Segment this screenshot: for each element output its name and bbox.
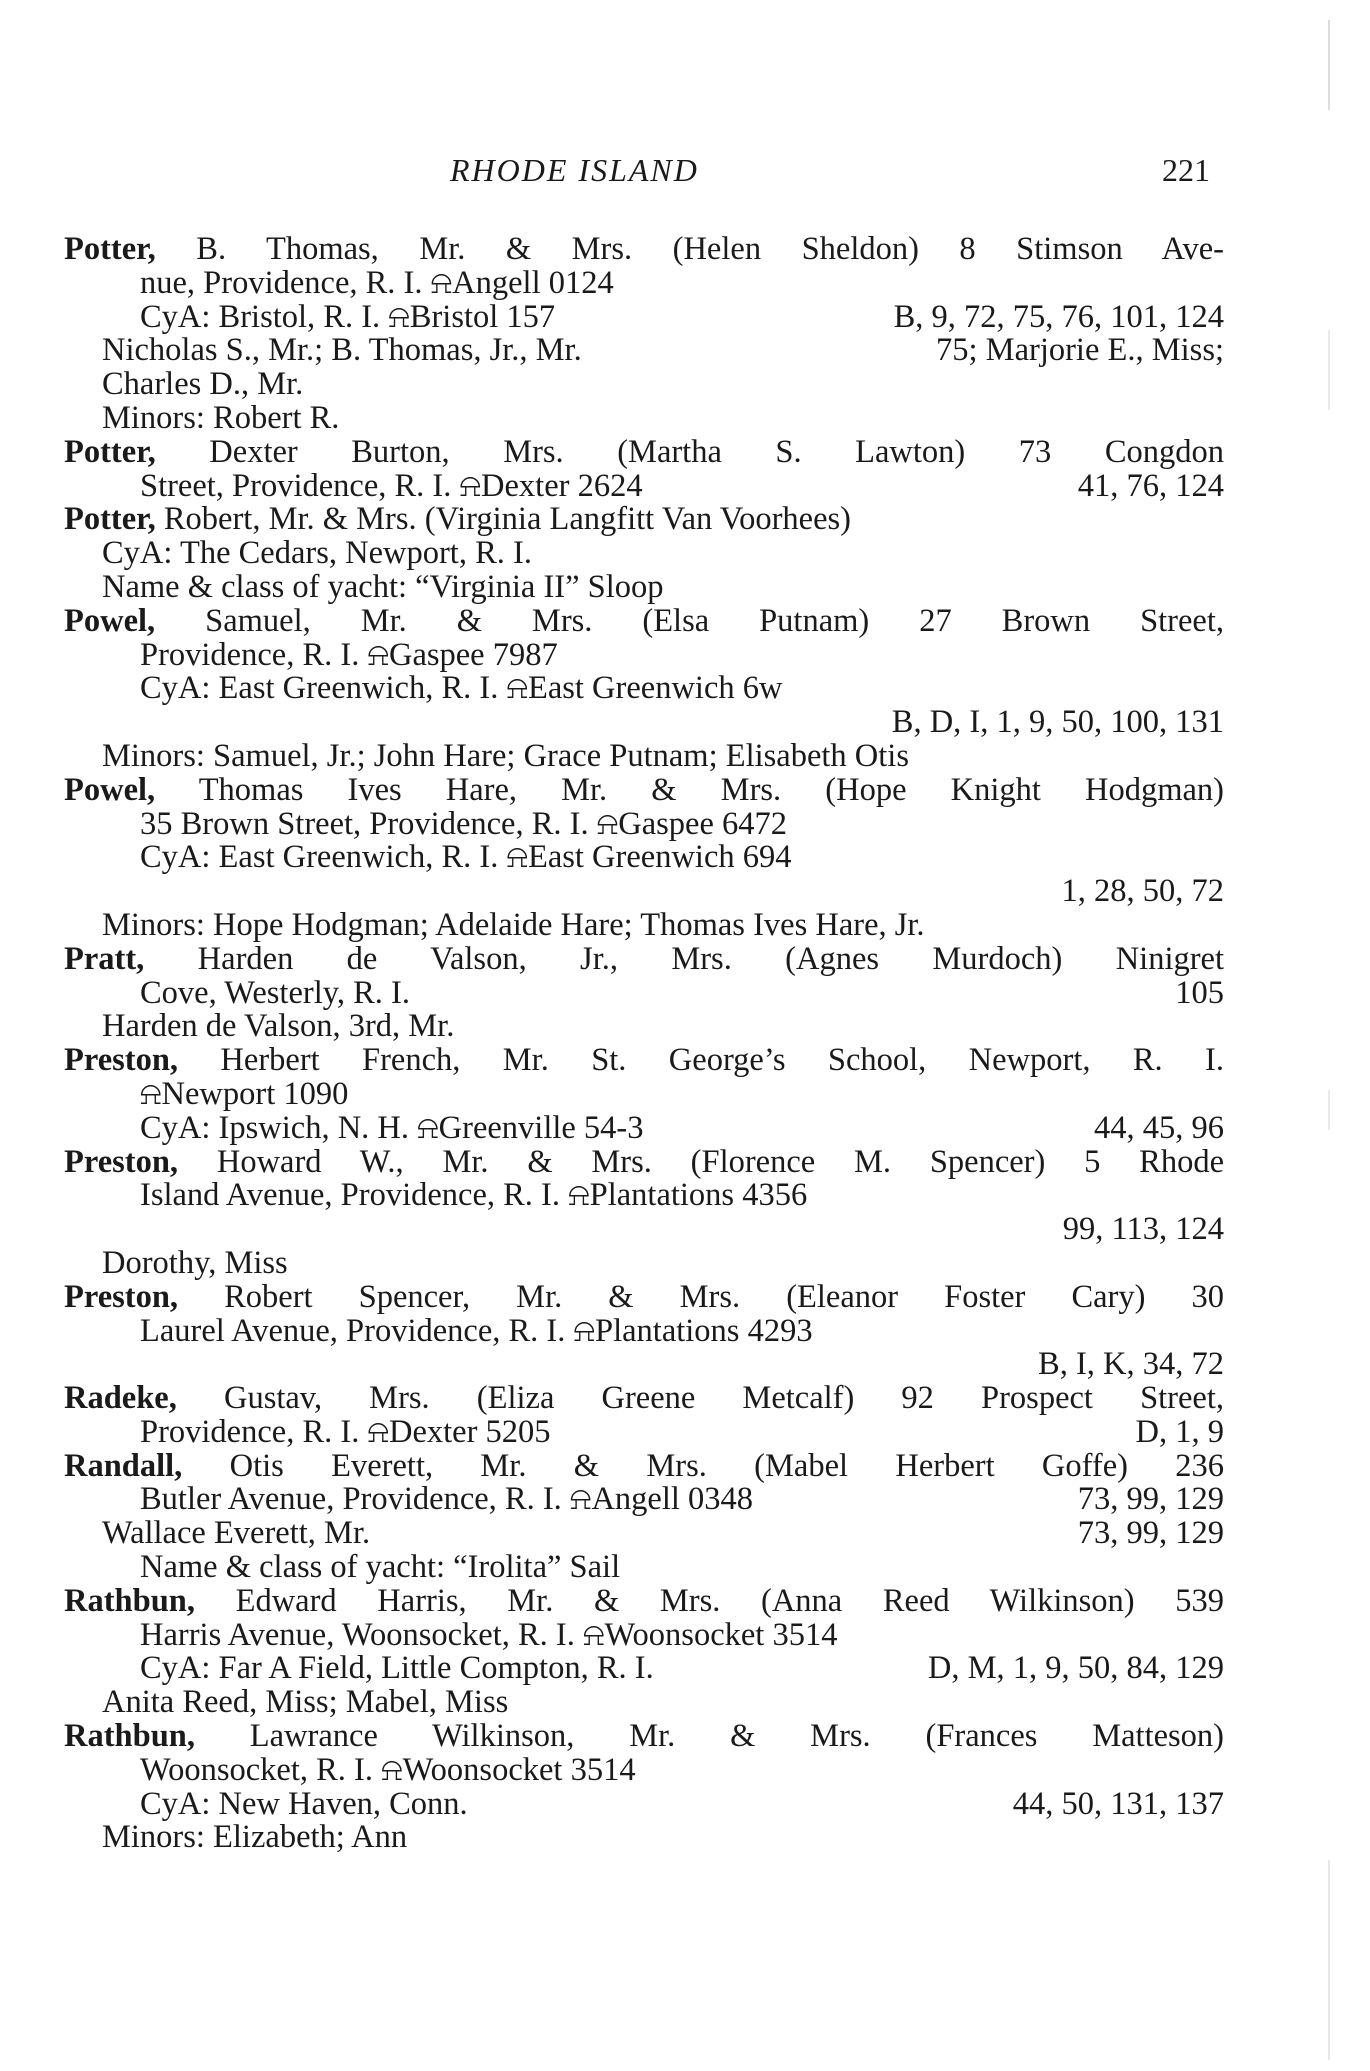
entry-surname: Preston, (64, 1145, 179, 1180)
entry-text: Anita Reed, Miss; Mabel, Miss (102, 1686, 509, 1721)
entry-codes: 41, 76, 124 (1077, 469, 1224, 504)
entry-text: Robert, Mr. & Mrs. (Virginia Langfitt Van Voorhees) (163, 503, 851, 538)
entry-text: Harden de Valson, Jr., Mrs. (Agnes Murdoch) Ninigret (197, 942, 1224, 977)
entry-line (64, 1788, 1224, 1822)
entry-line (64, 1315, 1224, 1349)
entry-text: Charles D., Mr. (102, 368, 304, 402)
entry-line (64, 1652, 1224, 1686)
entry-text: Samuel, Mr. & Mrs. (Elsa Putnam) 27 Brown Street, (205, 604, 1224, 639)
entry-text: Harris Avenue, Woonsocket, R. I. ⍾Woonsocket 3514 (140, 1618, 838, 1653)
entry-codes: B, I, K, 34, 72 (1038, 1348, 1224, 1383)
entry-line (64, 1720, 1224, 1754)
page-number: 221 (1162, 152, 1210, 188)
entry-line (64, 1483, 1224, 1517)
entry-codes: 44, 45, 96 (1094, 1111, 1224, 1146)
entry-surname: Rathbun, (64, 1720, 195, 1754)
entry-line (64, 1213, 1224, 1247)
entry-line (64, 808, 1224, 842)
entry-text: Woonsocket, R. I. ⍾Woonsocket 3514 (140, 1753, 636, 1788)
entry-text: Herbert French, Mr. St. George’s School, Newport, R. I. (220, 1044, 1224, 1078)
entry-text: CyA: East Greenwich, R. I. ⍾East Greenwich 6w (140, 672, 783, 707)
entry-text: Providence, R. I. ⍾Gaspee 7987 (140, 638, 558, 673)
entry-codes: 73, 99, 129 (1077, 1483, 1224, 1518)
scan-mark (1328, 1860, 1330, 2060)
entry-line (64, 233, 1224, 267)
scan-mark (1328, 330, 1330, 410)
scan-mark (1328, 1090, 1330, 1130)
entry-codes: 1, 28, 50, 72 (1061, 875, 1224, 909)
entry-text: Butler Avenue, Providence, R. I. ⍾Angell 0348 (140, 1483, 754, 1518)
entry-codes: 73, 99, 129 (1077, 1517, 1224, 1552)
entry-line (64, 1619, 1224, 1653)
entry-text: Dorothy, Miss (102, 1246, 288, 1281)
entry-text: Thomas Ives Hare, Mr. & Mrs. (Hope Knight Hodgman) (198, 773, 1224, 808)
entry-line (64, 1146, 1224, 1180)
entry-surname: Potter, (64, 435, 156, 470)
entry-line (64, 1382, 1224, 1416)
entry-line (64, 301, 1224, 335)
entry-line (64, 706, 1224, 740)
scan-mark (1328, 20, 1330, 110)
entry-text: Dexter Burton, Mrs. (Martha S. Lawton) 73 Congdon (209, 435, 1224, 470)
entry-line (64, 1450, 1224, 1484)
entry-line (64, 503, 1224, 537)
entry-codes: D, M, 1, 9, 50, 84, 129 (927, 1652, 1224, 1687)
entry-line (64, 774, 1224, 808)
entry-line (64, 1281, 1224, 1315)
entry-surname: Potter, (64, 233, 156, 267)
entry-text: CyA: Bristol, R. I. ⍾Bristol 157 (140, 300, 556, 335)
entry-codes: 44, 50, 131, 137 (1012, 1787, 1224, 1822)
entry-text: Gustav, Mrs. (Eliza Greene Metcalf) 92 Prospect Street, (223, 1382, 1224, 1416)
entry-line (64, 1348, 1224, 1382)
entry-text: Providence, R. I. ⍾Dexter 5205 (140, 1415, 551, 1450)
entry-text: Name & class of yacht: “Virginia II” Sloop (102, 570, 664, 605)
entry-text: Cove, Westerly, R. I. (140, 976, 410, 1011)
entry-surname: Preston, (64, 1280, 179, 1315)
entry-codes: B, 9, 72, 75, 76, 101, 124 (893, 300, 1224, 335)
entry-codes: 105 (1175, 976, 1224, 1011)
entry-surname: Pratt, (64, 942, 145, 977)
entry-text: Howard W., Mr. & Mrs. (Florence M. Spencer) 5 Rhode (216, 1145, 1224, 1180)
page-header (0, 152, 1370, 192)
entry-line (64, 909, 1224, 943)
entry-line (64, 943, 1224, 977)
running-title: RHODE ISLAND (450, 152, 699, 188)
entry-text: CyA: New Haven, Conn. (140, 1787, 468, 1822)
entry-surname: Powel, (64, 604, 156, 639)
entry-text: Nicholas S., Mr.; B. Thomas, Jr., Mr. (102, 334, 582, 369)
entry-line (64, 1754, 1224, 1788)
entry-line (64, 368, 1224, 402)
entry-text: Island Avenue, Providence, R. I. ⍾Plantations 4356 (140, 1179, 808, 1214)
entry-text: B. Thomas, Mr. & Mrs. (Helen Sheldon) 8 Stimson Ave- (196, 233, 1224, 267)
entry-line (64, 1078, 1224, 1112)
entry-codes: 99, 113, 124 (1062, 1213, 1224, 1247)
entry-surname: Preston, (64, 1044, 179, 1078)
entry-line (64, 1112, 1224, 1146)
entry-text: 35 Brown Street, Providence, R. I. ⍾Gaspee 6472 (140, 807, 788, 842)
entry-surname: Radeke, (64, 1382, 177, 1416)
entry-text: Lawrance Wilkinson, Mr. & Mrs. (Frances Matteson) (249, 1720, 1224, 1754)
entry-surname: Powel, (64, 773, 156, 808)
entry-text: Edward Harris, Mr. & Mrs. (Anna Reed Wilkinson) 539 (235, 1584, 1224, 1619)
entry-text: Otis Everett, Mr. & Mrs. (Mabel Herbert Goffe) 236 (229, 1449, 1224, 1484)
entry-text: CyA: Far A Field, Little Compton, R. I. (140, 1652, 654, 1687)
entry-line (64, 875, 1224, 909)
entry-line (64, 402, 1224, 436)
entry-line (64, 977, 1224, 1011)
entry-surname: Rathbun, (64, 1584, 195, 1619)
entry-line (64, 1821, 1224, 1855)
entry-text: CyA: Ipswich, N. H. ⍾Greenville 54-3 (140, 1111, 644, 1146)
entry-text: Street, Providence, R. I. ⍾Dexter 2624 (140, 469, 643, 504)
entry-text: Harden de Valson, 3rd, Mr. (102, 1010, 455, 1045)
entry-codes: D, 1, 9 (1135, 1415, 1224, 1450)
entry-line (64, 267, 1224, 301)
entry-line (64, 537, 1224, 571)
entry-line (64, 841, 1224, 875)
entry-line (64, 436, 1224, 470)
entry-text: ⍾Newport 1090 (140, 1077, 349, 1112)
entry-line (64, 1517, 1224, 1551)
entry-surname: Potter, (64, 503, 156, 538)
entry-text: Minors: Robert R. (102, 401, 340, 436)
entry-line (64, 1585, 1224, 1619)
entry-line (64, 672, 1224, 706)
entry-text: nue, Providence, R. I. ⍾Angell 0124 (140, 266, 614, 301)
entry-text: Name & class of yacht: “Irolita” Sail (140, 1551, 621, 1585)
entry-line (64, 1416, 1224, 1450)
entry-text: CyA: The Cedars, Newport, R. I. (102, 537, 532, 571)
entry-line (64, 740, 1224, 774)
entry-surname: Randall, (64, 1449, 183, 1484)
entry-line (64, 1010, 1224, 1044)
entry-text: Laurel Avenue, Providence, R. I. ⍾Plantations 4293 (140, 1314, 813, 1349)
entry-line (64, 571, 1224, 605)
entry-line (64, 1179, 1224, 1213)
entry-line (64, 334, 1224, 368)
entry-text: Robert Spencer, Mr. & Mrs. (Eleanor Foster Cary) 30 (224, 1280, 1224, 1315)
entry-text: Minors: Samuel, Jr.; John Hare; Grace Putnam; Elisabeth Otis (102, 739, 909, 774)
entry-text: 75; Marjorie E., Miss; (936, 334, 1224, 369)
entry-text: CyA: East Greenwich, R. I. ⍾East Greenwich 694 (140, 841, 792, 876)
directory-entries (64, 233, 1224, 1855)
entry-line (64, 605, 1224, 639)
entry-text: Minors: Elizabeth; Ann (102, 1821, 408, 1856)
entry-text: Minors: Hope Hodgman; Adelaide Hare; Thomas Ives Hare, Jr. (102, 908, 925, 943)
entry-codes: B, D, I, 1, 9, 50, 100, 131 (891, 706, 1224, 740)
entry-line (64, 1551, 1224, 1585)
entry-text: Wallace Everett, Mr. (102, 1517, 371, 1552)
entry-line (64, 1247, 1224, 1281)
entry-line (64, 1686, 1224, 1720)
entry-line (64, 639, 1224, 673)
entry-line (64, 1044, 1224, 1078)
entry-line (64, 470, 1224, 504)
